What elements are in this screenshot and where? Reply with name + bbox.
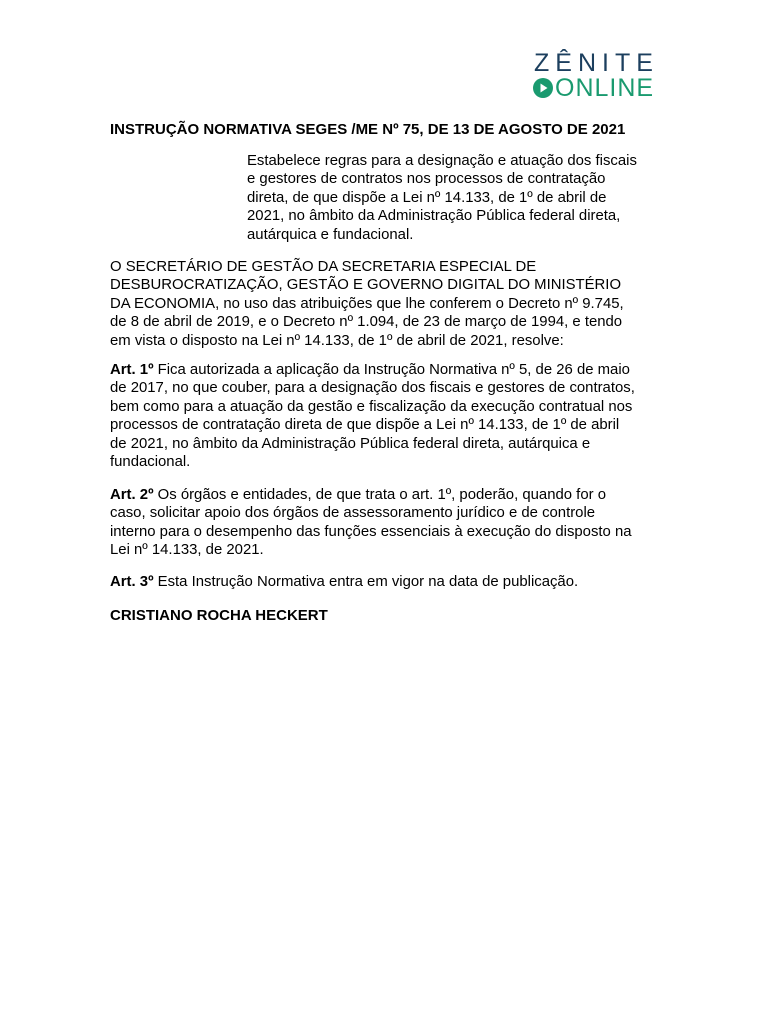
article-text: Os órgãos e entidades, de que trata o art. 1º, poderão, quando for o [153,487,606,503]
article-label: Art. 1º [110,362,154,378]
ementa-line: autárquica e fundacional. [247,226,414,243]
article-text: Esta Instrução Normativa entra em vigor na data de publicação. [153,574,579,590]
ementa-line: direta, de que dispõe a Lei nº 14.133, de 1º de abril de [247,189,607,206]
preamble-line: O SECRETÁRIO DE GESTÃO DA SECRETARIA ESPECIAL DE [110,259,537,275]
ementa-line: e gestores de contratos nos processos de contratação [247,171,606,188]
article-text: Fica autorizada a aplicação da Instrução Normativa nº 5, de 26 de maio [153,362,630,378]
preamble-line: de 8 de abril de 2019, e o Decreto nº 1.094, de 23 de março de 1994, e tendo [110,314,623,331]
article-line [110,361,670,379]
signature-name: CRISTIANO ROCHA HECKERT [110,607,328,624]
article-line: interno para o desempenho das funções essenciais à execução do disposto na [110,523,632,540]
article-label: Art. 2º [110,487,154,503]
article-line: Lei nº 14.133, de 2021. [110,542,264,559]
logo-online-row [532,75,654,101]
article-line: processos de contratação direta de que dispõe a Lei nº 14.133, de 1º de abril [110,417,620,434]
logo-zenite-text: ZÊNITE [534,49,659,77]
article-line: de 2021, no âmbito da Administração Pública federal direta, autárquica e [110,435,591,452]
document-title: INSTRUÇÃO NORMATIVA SEGES /ME Nº 75, DE 13 DE AGOSTO DE 2021 [110,121,626,138]
article-line [110,486,670,504]
article-3 [110,573,670,591]
article-line: fundacional. [110,454,191,471]
article-2 [110,486,670,560]
zenite-online-logo [532,49,659,102]
article-1 [110,361,670,471]
preamble-line: DA ECONOMIA, no uso das atribuições que lhe conferem o Decreto nº 9.745, [110,295,624,312]
article-line [110,573,670,591]
ementa-line: 2021, no âmbito da Administração Pública federal direta, [247,208,621,225]
preamble-line: em vista o disposto na Lei nº 14.133, de 1º de abril de 2021, resolve: [110,332,564,349]
ementa-line: Estabelece regras para a designação e atuação dos fiscais [247,153,637,169]
article-line: caso, solicitar apoio dos órgãos de assessoramento jurídico e de controle [110,505,596,522]
logo-online-text: ONLINE [555,74,655,102]
preamble-paragraph [110,258,670,350]
ementa-block [247,152,667,244]
article-label: Art. 3º [110,574,154,590]
play-circle-icon [532,77,554,99]
preamble-line: DESBUROCRATIZAÇÃO, GESTÃO E GOVERNO DIGITAL DO MINISTÉRIO [110,277,622,294]
article-line: bem como para a atuação da gestão e fiscalização da execução contratual nos [110,398,633,415]
article-line: de 2017, no que couber, para a designação dos fiscais e gestores de contratos, [110,380,635,397]
